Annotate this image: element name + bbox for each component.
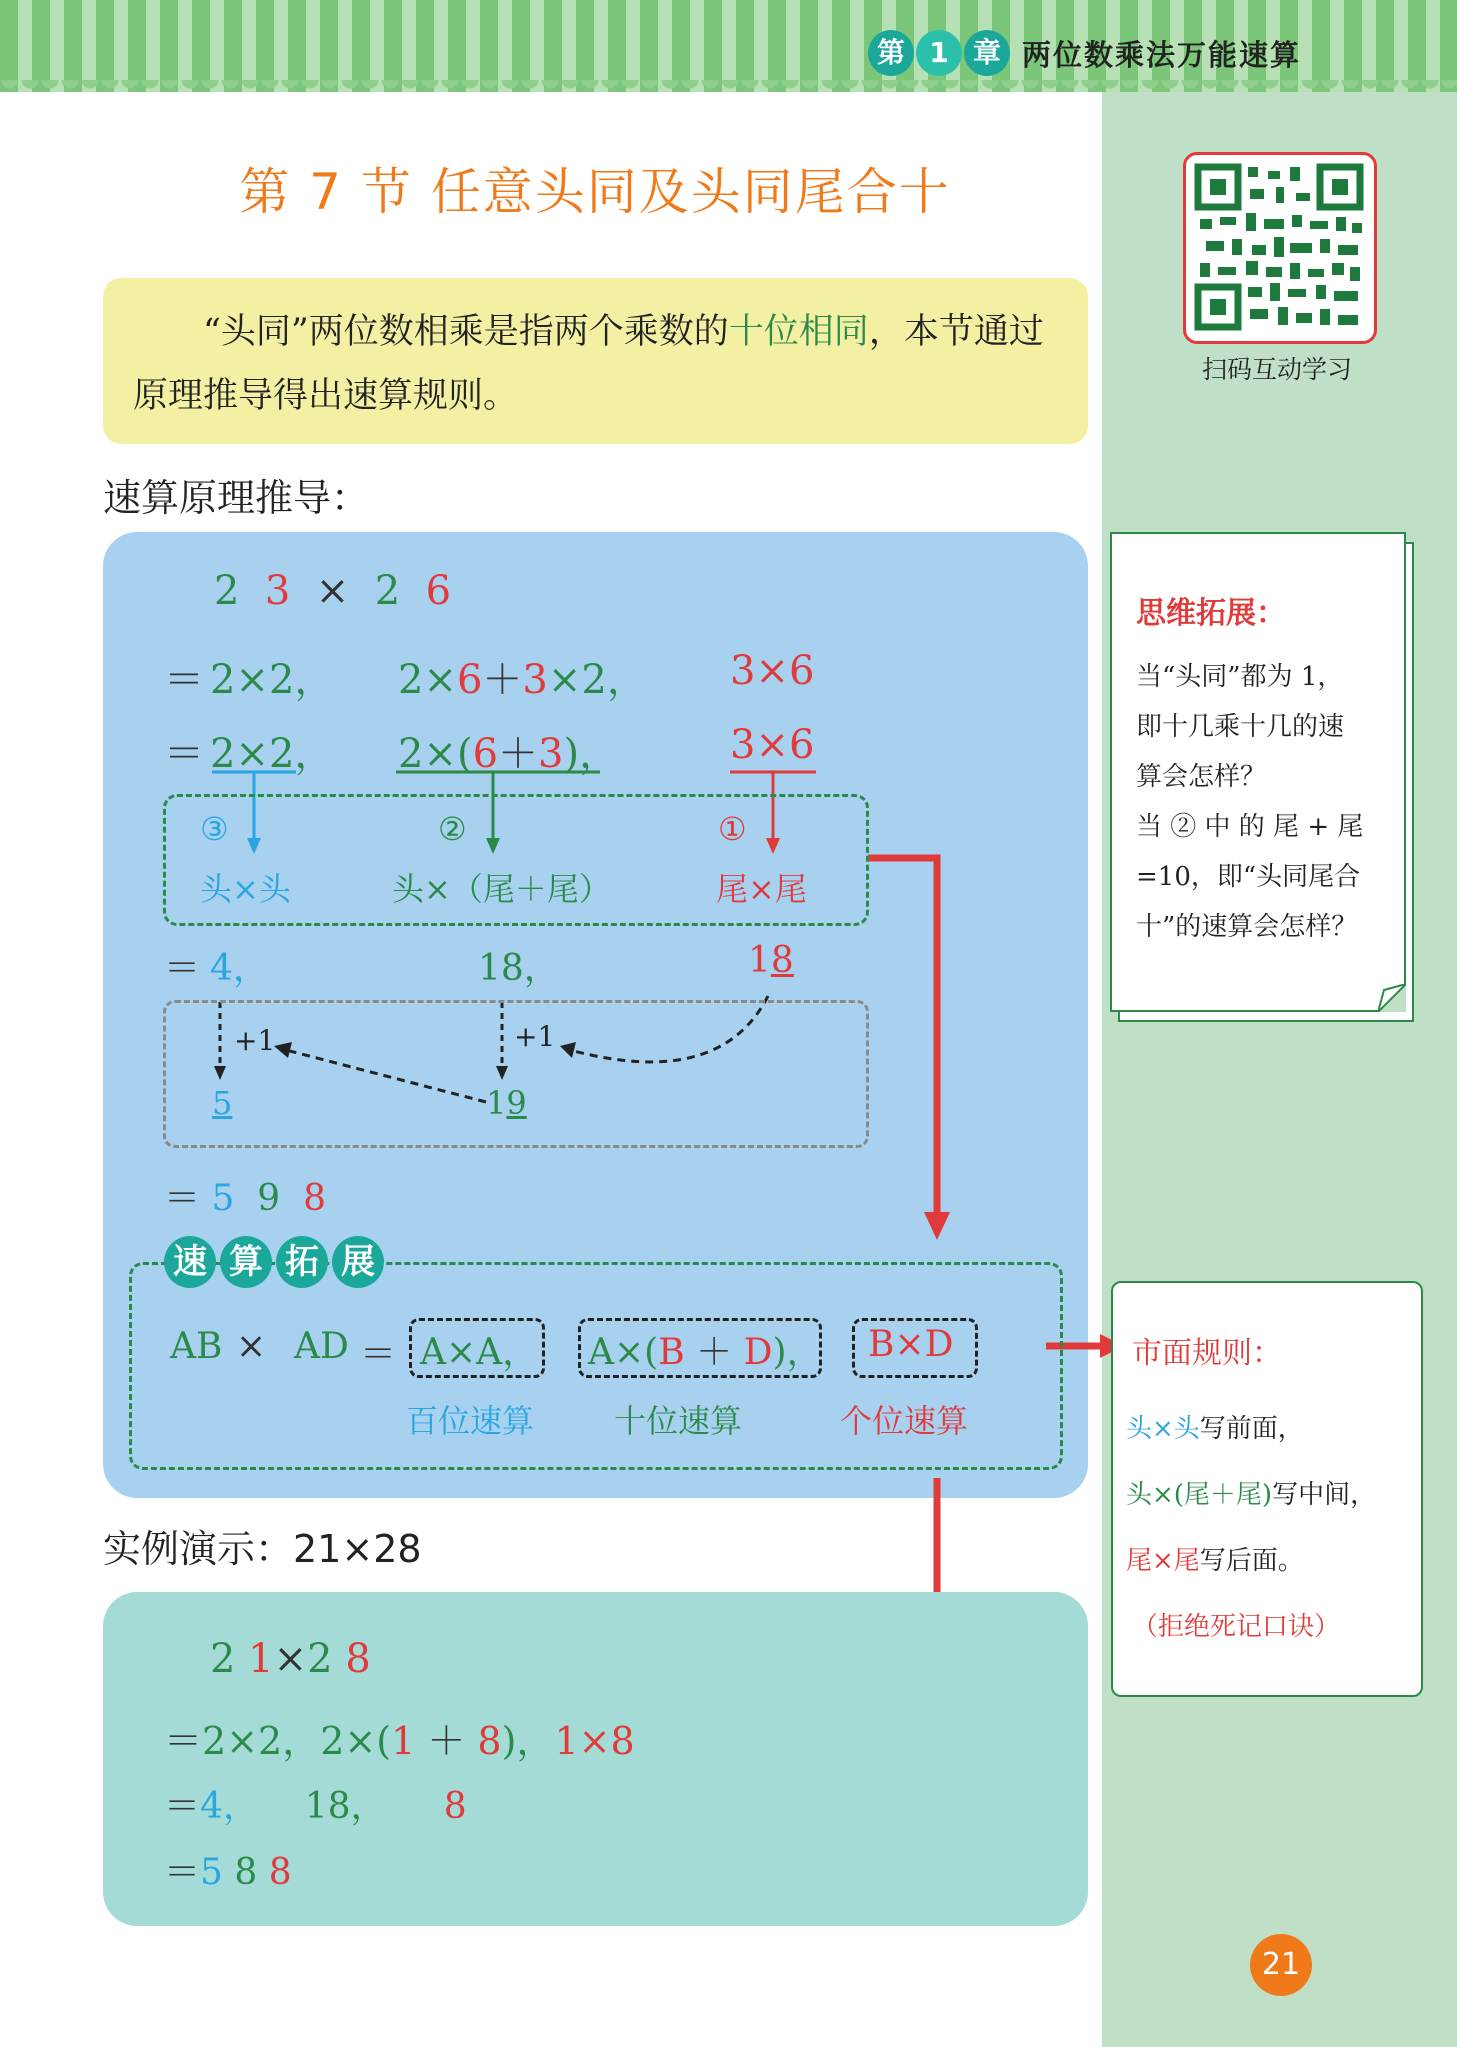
term: 4， <box>200 1786 259 1827</box>
derivation-line-1-tail: 3×6 <box>730 648 815 694</box>
step-label: 头×头 <box>200 870 291 908</box>
digit: 2 <box>307 1636 333 1682</box>
badge: 算 <box>220 1236 272 1288</box>
plus-sign: ＋ <box>415 1719 478 1763</box>
think-line: 十”的速算会怎样？ <box>1136 912 1358 942</box>
term: )， <box>563 731 620 777</box>
digit: 8 <box>303 1178 326 1219</box>
term: 1 <box>391 1719 416 1763</box>
digit: 8 <box>770 940 794 981</box>
carry-plus-one: +1 <box>234 1024 276 1057</box>
term: 18， <box>304 1786 387 1827</box>
ext-rhs: AD <box>294 1326 349 1367</box>
step-number: ① <box>718 810 747 848</box>
term: D <box>743 1332 773 1373</box>
equals-sign: ＝ <box>164 1178 201 1219</box>
chapter-title: 两位数乘法万能速算 <box>1022 37 1302 72</box>
ext-label-tens: 十位速算 <box>614 1402 743 1440</box>
intro-highlight: 十位相同 <box>728 312 869 352</box>
term: 8 <box>443 1786 467 1827</box>
digit: 1 <box>748 940 771 981</box>
digit: 3 <box>264 568 291 614</box>
derivation-line-3-eq: ＝ <box>164 948 201 989</box>
page-number: 21 <box>1250 1934 1312 1996</box>
badge: 拓 <box>276 1236 328 1288</box>
rule-term: 尾×尾 <box>1126 1546 1200 1576</box>
step-number: ③ <box>200 810 229 848</box>
term: A×( <box>588 1332 659 1373</box>
example-line-2 <box>164 1778 467 1829</box>
digit: 6 <box>425 568 452 614</box>
plus-sign: ＋ <box>684 1332 744 1373</box>
rule-term: 头×(尾＋尾) <box>1126 1480 1273 1510</box>
derivation-line-2-head: 2×2， <box>210 731 335 777</box>
badge: 速 <box>164 1236 216 1288</box>
digit: 2 <box>214 568 240 614</box>
carry-plus-one: +1 <box>514 1020 556 1053</box>
example-line-3 <box>164 1844 292 1895</box>
derivation-line-1-head: 2×2， <box>210 657 335 703</box>
ext-eq: ＝ <box>360 1334 397 1375</box>
equals-sign: ＝ <box>164 1719 203 1763</box>
think-line: =10，即“头同尾合 <box>1136 862 1361 892</box>
example-line-1 <box>164 1710 635 1765</box>
think-line: 算会怎样？ <box>1136 762 1267 792</box>
example-heading: 实例演示：21×28 <box>103 1527 422 1571</box>
term: 6 <box>456 657 483 703</box>
equals-sign: ＝ <box>164 1786 201 1827</box>
rule-term: 头×头 <box>1126 1414 1200 1444</box>
derivation-line-1-eq: ＝ <box>164 657 204 703</box>
term: ×2， <box>547 657 647 703</box>
think-card-body <box>1136 652 1392 952</box>
derivation-line-3-tail <box>748 940 794 981</box>
term: )， <box>772 1332 823 1373</box>
extension-badges <box>164 1236 388 1288</box>
term: 6 <box>472 731 499 777</box>
term: 8 <box>477 1719 502 1763</box>
intro-text-2: ，本节通过原理推导得出速算规则。 <box>133 312 1044 416</box>
digit: 8 <box>268 1852 292 1893</box>
rule-text: 写后面。 <box>1199 1546 1304 1576</box>
derivation-line-3-head: 4， <box>210 948 269 989</box>
term: 1×8 <box>554 1719 635 1763</box>
rule-note: （拒绝死记口诀） <box>1132 1612 1341 1642</box>
digit: 8 <box>345 1636 371 1682</box>
badge: 展 <box>332 1236 384 1288</box>
term: 2×2， <box>202 1719 321 1763</box>
section-title: 第 7 节 任意头同及头同尾合十 <box>239 163 951 221</box>
ext-units-formula: B×D <box>868 1324 954 1365</box>
example-line-0 <box>210 1636 371 1682</box>
qr-caption: 扫码互动学习 <box>1201 355 1352 384</box>
step-label: 头×（尾＋尾） <box>392 870 611 908</box>
carry-result-tens <box>486 1084 527 1122</box>
term: 3 <box>522 657 548 703</box>
equals-sign: ＝ <box>164 1852 201 1893</box>
intro-text-1: “头同”两位数相乘是指两个乘数的 <box>203 312 729 352</box>
rule-card-title: 市面规则： <box>1132 1336 1282 1371</box>
ext-label-hundreds: 百位速算 <box>406 1402 535 1440</box>
think-line: 即十几乘十几的速 <box>1136 712 1345 742</box>
times-sign: × <box>273 1636 308 1682</box>
rule-text: 写中间， <box>1272 1480 1377 1510</box>
times-sign: × <box>315 568 350 614</box>
rule-text: 写前面， <box>1199 1414 1304 1444</box>
chapter-prefix: 第 <box>868 30 914 76</box>
carry-result-hundreds: 5 <box>212 1084 233 1122</box>
chapter-suffix: 章 <box>964 30 1010 76</box>
digit: 5 <box>200 1852 223 1893</box>
plus-sign: ＋ <box>482 657 523 703</box>
think-card-title: 思维拓展： <box>1136 596 1286 631</box>
term: )， <box>501 1719 555 1763</box>
derivation-heading: 速算原理推导： <box>103 476 370 520</box>
think-line: 当“头同”都为 1， <box>1136 662 1344 692</box>
derivation-result <box>164 1170 326 1221</box>
term: B <box>658 1332 685 1373</box>
digit: 9 <box>257 1178 281 1219</box>
think-line: 当 ② 中 的 尾 + 尾 <box>1136 812 1364 842</box>
derivation-line-3-middle: 18， <box>478 948 560 989</box>
rule-line <box>1126 1462 1376 1528</box>
digit: 5 <box>211 1178 235 1219</box>
step-label: 尾×尾 <box>716 870 807 908</box>
ext-tens-formula <box>588 1324 823 1375</box>
plus-sign: ＋ <box>498 731 539 777</box>
digit: 2 <box>374 568 401 614</box>
digit: 9 <box>506 1084 527 1122</box>
digit: 2 <box>210 1636 236 1682</box>
step-number: ② <box>438 810 467 848</box>
page-curl-icon <box>1378 984 1406 1012</box>
ext-times: × <box>236 1326 267 1367</box>
digit: 1 <box>486 1084 507 1122</box>
ext-lhs: AB <box>170 1326 223 1367</box>
rule-line <box>1126 1396 1376 1462</box>
term: 2×( <box>320 1719 392 1763</box>
term: 2× <box>398 657 457 703</box>
derivation-line-2-eq: ＝ <box>164 731 204 777</box>
ext-hundreds-formula: A×A， <box>420 1332 539 1373</box>
ext-label-units: 个位速算 <box>840 1402 969 1440</box>
rule-line <box>1126 1528 1376 1594</box>
digit: 8 <box>234 1852 258 1893</box>
term: 2×( <box>398 731 473 777</box>
rule-card-body <box>1126 1396 1376 1660</box>
term: 3 <box>538 731 564 777</box>
digit: 1 <box>248 1636 274 1682</box>
chapter-number: 1 <box>916 30 962 76</box>
derivation-line-2-tail: 3×6 <box>730 722 815 768</box>
